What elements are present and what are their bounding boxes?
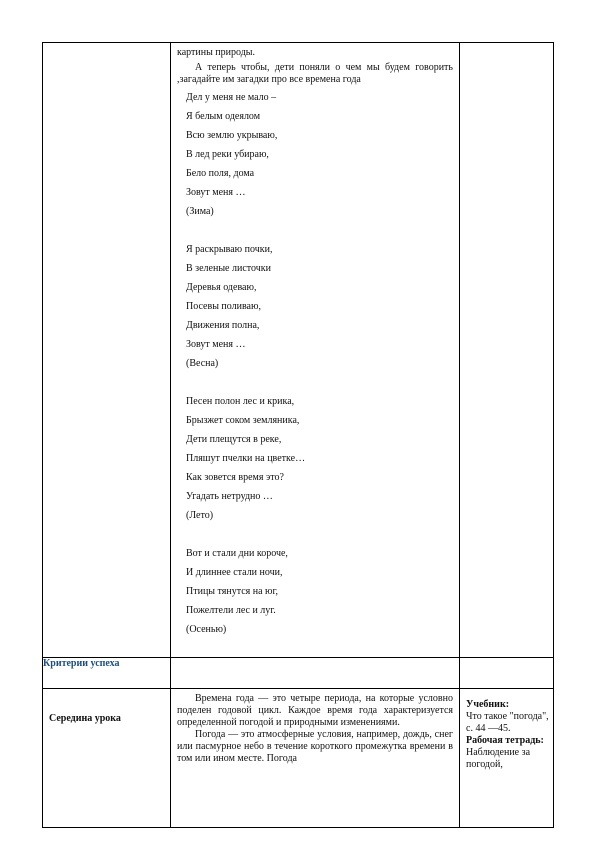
riddle-line: В зеленые листочки — [186, 263, 271, 274]
activity-cell-middle — [171, 689, 460, 828]
lesson-plan-table — [42, 42, 554, 828]
seasons-paragraph: Времена года — это четыре периода, на которые условно поделен годовой цикл. Каждое время года характеризуется определенной погодой и природными изменениями. — [177, 693, 453, 728]
criteria-resources-empty — [460, 658, 554, 689]
lead-line: картины природы. — [177, 47, 256, 58]
riddle-line: Пляшут пчелки на цветке… — [186, 453, 306, 464]
textbook-text: Что такое "погода", с. 44 —45. — [466, 711, 549, 734]
riddle-line: И длиннее стали ночи, — [186, 567, 283, 578]
riddle-line: Бело поля, дома — [186, 168, 255, 179]
riddle-line: В лед реки убираю, — [186, 149, 269, 160]
riddle-line: Песен полон лес и крика, — [186, 396, 295, 407]
riddle-line: Деревья одеваю, — [186, 282, 257, 293]
riddle-winter — [186, 88, 459, 221]
workbook-label: Рабочая тетрадь: — [466, 735, 544, 746]
activity-cell — [171, 43, 460, 658]
workbook-text: Наблюдение за погодой, — [466, 747, 531, 770]
riddle-line: Угадать нетрудно … — [186, 491, 273, 502]
riddle-answer: (Осенью) — [186, 624, 227, 635]
riddle-line: Брызжет соком земляника, — [186, 415, 300, 426]
table-row-activity — [43, 43, 554, 658]
riddle-answer: (Зима) — [186, 206, 214, 217]
stage-cell — [43, 689, 171, 828]
riddle-line: Я раскрываю почки, — [186, 244, 273, 255]
riddle-line: Дел у меня не мало – — [186, 92, 277, 103]
riddle-line: Движения полна, — [186, 320, 260, 331]
intro-paragraph: А теперь чтобы, дети поняли о чем мы будем говорить ,загадайте им загадки про все времена года — [177, 62, 453, 85]
riddle-summer — [186, 392, 459, 525]
riddle-answer: (Весна) — [186, 358, 219, 369]
riddles-block — [171, 88, 459, 639]
table-row-criteria — [43, 658, 554, 689]
table-row-middle — [43, 689, 554, 828]
riddle-line: Пожелтели лес и луг. — [186, 605, 276, 616]
riddle-line: Посевы поливаю, — [186, 301, 261, 312]
riddle-answer: (Лето) — [186, 510, 214, 521]
criteria-cell-empty — [171, 658, 460, 689]
resources-cell-empty — [460, 43, 554, 658]
riddle-line: Вот и стали дни короче, — [186, 548, 288, 559]
riddle-line: Зовут меня … — [186, 187, 246, 198]
riddle-spring — [186, 240, 459, 373]
riddle-line: Всю землю укрываю, — [186, 130, 278, 141]
weather-paragraph: Погода — это атмосферные условия, например, дождь, снег или пасмурное небо в течение короткого промежутка времени в том или ином месте. Погода — [177, 729, 453, 764]
riddle-line: Я белым одеялом — [186, 111, 261, 122]
textbook-label: Учебник: — [466, 699, 510, 710]
riddle-autumn — [186, 544, 459, 639]
riddle-line: Как зовется время это? — [186, 472, 284, 483]
stage-cell-empty — [43, 43, 171, 658]
riddle-line: Птицы тянутся на юг, — [186, 586, 278, 597]
riddle-line: Дети плещутся в реке, — [186, 434, 282, 445]
riddle-line: Зовут меня … — [186, 339, 246, 350]
stage-label: Середина урока — [49, 713, 121, 724]
success-criteria-label: Критерии успеха — [43, 658, 171, 689]
resources-cell — [460, 689, 554, 828]
